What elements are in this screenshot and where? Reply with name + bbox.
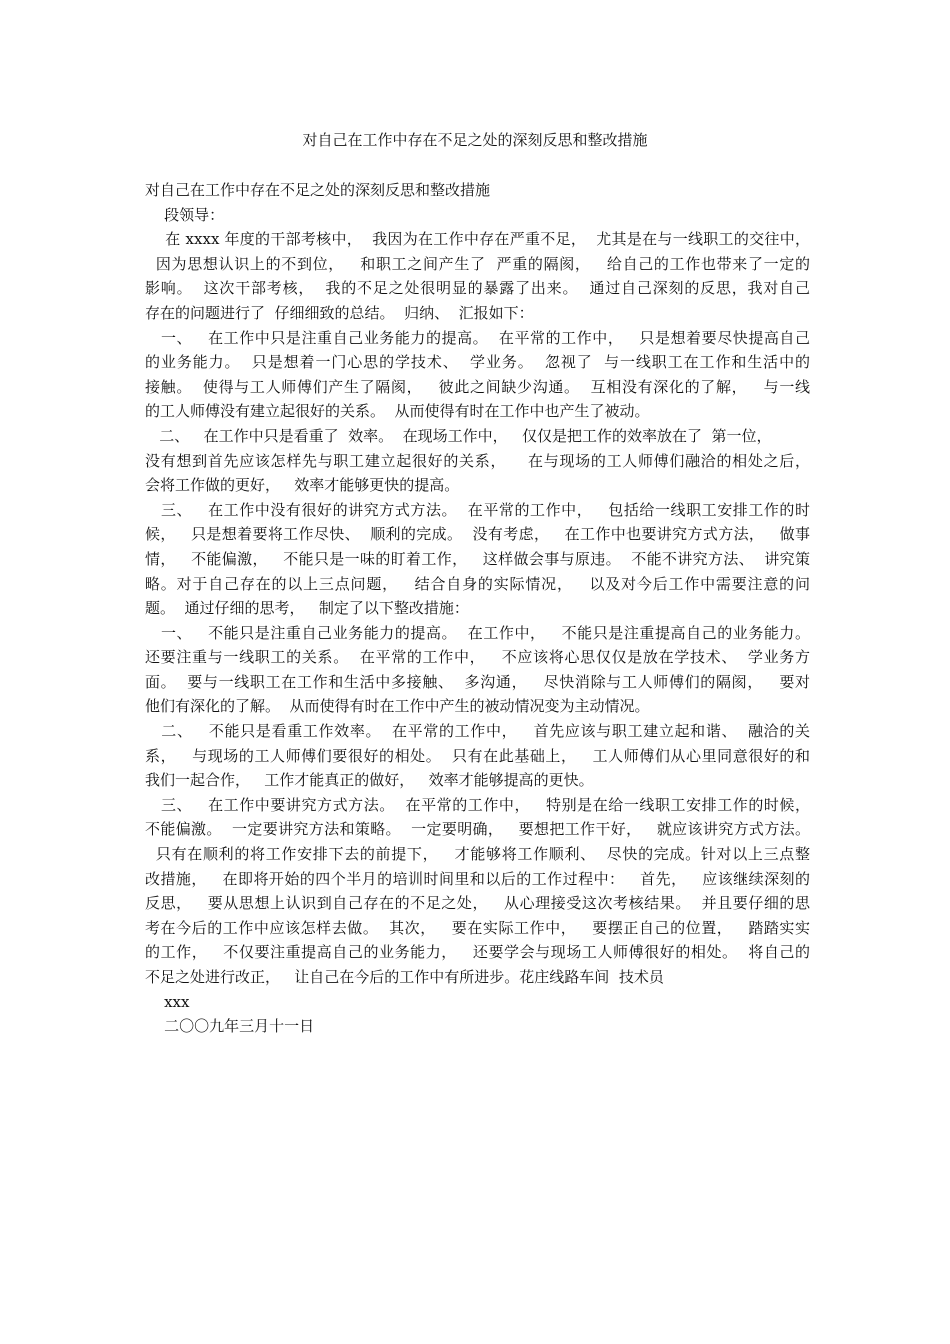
body-line: 题。 通过仔细的思考， 制定了以下整改措施： — [145, 599, 469, 618]
body-line: 略。对于自己存在的以上三点问题， 结合自身的实际情况， 以及对今后工作中需要注意的问 — [145, 574, 810, 593]
body-line: 的业务能力。 只是想着一门心思的学技术、 学业务。 忽视了 与一线职工在工作和生活中的 — [145, 353, 810, 372]
document-title: 对自己在工作中存在不足之处的深刻反思和整改措施 — [302, 131, 648, 149]
body-line: 段领导： — [145, 205, 225, 224]
body-line: 三、 在工作中要讲究方式方法。 在平常的工作中， 特别是在给一线职工安排工作的时候， — [145, 795, 810, 814]
body-line: 改措施， 在即将开始的四个半月的培训时间里和以后的工作过程中： 首先， 应该继续深刻的 — [145, 869, 810, 888]
body-line: 因为思想认识上的不到位， 和职工之间产生了 严重的隔阂， 给自己的工作也带来了一定的 — [145, 254, 810, 273]
body-line: 对自己在工作中存在不足之处的深刻反思和整改措施 — [145, 181, 491, 199]
document-body — [145, 178, 810, 1039]
body-line: xxx — [145, 992, 190, 1011]
body-line: 二〇〇九年三月十一日 — [145, 1017, 315, 1036]
body-line: 只有在顺利的将工作安排下去的前提下， 才能够将工作顺利、 尽快的完成。针对以上三点整 — [145, 845, 810, 864]
body-line: 他们有深化的了解。 从而使得有时在工作中产生的被动情况变为主动情况。 — [145, 697, 650, 716]
body-line: 会将工作做的更好， 效率才能够更快的提高。 — [145, 476, 460, 495]
body-line: 存在的问题进行了 仔细细致的总结。 归纳、 汇报如下： — [145, 303, 534, 322]
body-line: 不能偏激。 一定要讲究方法和策略。 一定要明确， 要想把工作干好， 就应该讲究方式方法。 — [145, 820, 810, 839]
body-line: 考在今后的工作中应该怎样去做。 其次， 要在实际工作中， 要摆正自己的位置， 踏踏实实 — [145, 918, 810, 937]
body-line: 二、 在工作中只是看重了 效率。 在现场工作中， 仅仅是把工作的效率放在了 第一位， — [145, 426, 772, 445]
body-line: 候， 只是想着要将工作尽快、 顺利的完成。 没有考虑， 在工作中也要讲究方式方法， 做事 — [145, 525, 810, 544]
body-line: 在 xxxx 年度的干部考核中， 我因为在工作中存在严重不足， 尤其是在与一线职工的交往中， — [145, 230, 810, 249]
body-line: 二、 不能只是看重工作效率。 在平常的工作中， 首先应该与职工建立起和谐、 融洽的关 — [145, 722, 810, 741]
body-line: 接触。 使得与工人师傅们产生了隔阂， 彼此之间缺少沟通。 互相没有深化的了解， 与一线 — [145, 377, 810, 396]
body-line: 系， 与现场的工人师傅们要很好的相处。 只有在此基础上， 工人师傅们从心里同意很好的和 — [145, 746, 810, 765]
body-line: 的工作， 不仅要注重提高自己的业务能力， 还要学会与现场工人师傅很好的相处。 将自己的 — [145, 943, 810, 962]
body-line: 影响。 这次干部考核， 我的不足之处很明显的暴露了出来。 通过自己深刻的反思，我对自己 — [145, 279, 810, 298]
body-line: 不足之处进行改正， 让自己在今后的工作中有所进步。花庄线路车间 技术员 — [145, 968, 664, 986]
body-line: 面。 要与一线职工在工作和生活中多接触、 多沟通， 尽快消除与工人师傅们的隔阂， 要对 — [145, 672, 810, 691]
body-line: 反思， 要从思想上认识到自己存在的不足之处， 从心理接受这次考核结果。 并且要仔细的思 — [145, 894, 810, 913]
body-line: 一、 不能只是注重自己业务能力的提高。 在工作中， 不能只是注重提高自己的业务能力。 — [145, 623, 810, 642]
body-line: 的工人师傅没有建立起很好的关系。 从而使得有时在工作中也产生了被动。 — [145, 402, 650, 421]
body-line: 一、 在工作中只是注重自己业务能力的提高。 在平常的工作中， 只是想着要尽快提高自己 — [145, 328, 810, 347]
body-line: 情， 不能偏激， 不能只是一味的盯着工作， 这样做会事与原违。 不能不讲究方法、 讲究策 — [145, 549, 810, 568]
body-line: 没有想到首先应该怎样先与职工建立起很好的关系， 在与现场的工人师傅们融洽的相处之后， — [145, 451, 810, 470]
body-line: 还要注重与一线职工的关系。 在平常的工作中， 不应该将心思仅仅是放在学技术、 学业务方 — [145, 648, 810, 667]
body-line: 三、 在工作中没有很好的讲究方式方法。 在平常的工作中， 包括给一线职工安排工作的时 — [145, 500, 810, 519]
body-line: 我们一起合作， 工作才能真正的做好， 效率才能够提高的更快。 — [145, 771, 594, 790]
